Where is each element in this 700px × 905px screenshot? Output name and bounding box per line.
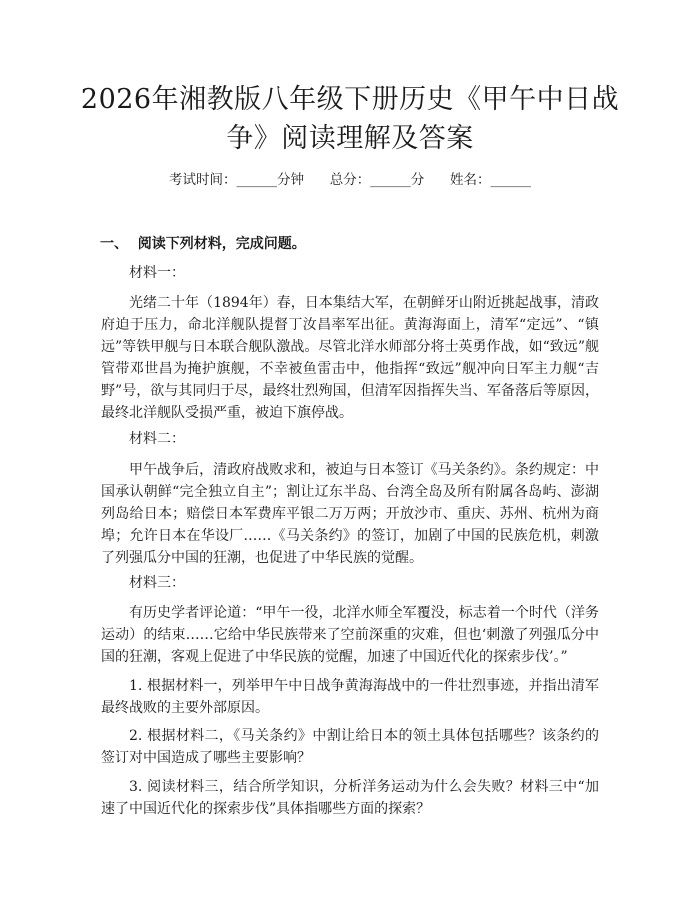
material1-label: 材料一： xyxy=(129,265,185,281)
document-title-line1: 2026年湘教版八年级下册历史《甲午中日战 xyxy=(80,84,620,115)
question-1: 1. 根据材料一，列举甲午中日战争黄海海战中的一件壮烈事迹，并指出清军最终战败的主要外部原因。 xyxy=(101,678,599,716)
section-heading: 一、 阅读下列材料，完成问题。 xyxy=(100,236,306,252)
material2-label: 材料二： xyxy=(129,431,185,447)
question-2: 2. 根据材料二，《马关条约》中割让给日本的领土具体包括哪些？该条约的签订对中国造成了哪些主要影响？ xyxy=(101,728,599,766)
question-3: 3. 阅读材料三，结合所学知识，分析洋务运动为什么会失败？材料三中“加速了中国近代化的探索步伐”具体指哪些方面的探索？ xyxy=(101,779,599,817)
exam-info-line: 考试时间：______分钟 总分：______分 姓名：______ xyxy=(169,172,531,188)
material2-paragraph: 甲午战争后，清政府战败求和，被迫与日本签订《马关条约》。条约规定：中国承认朝鲜“完全独立自主”；割让辽东半岛、台湾全岛及所有附属各岛屿、澎湖列岛给日本；赔偿日本军费库平银二万万两；开放沙市、重庆、苏州、杭州为商埠；允许日本在华设厂……《马关条约》的签订，加剧了中国的民族危机，刺激了列强瓜分中国的狂潮，也促进了中华民族的觉醒。 xyxy=(101,462,599,566)
document-title-line2: 争》阅读理解及答案 xyxy=(226,123,474,154)
material3-paragraph: 有历史学者评论道：“甲午一役，北洋水师全军覆没，标志着一个时代（洋务运动）的结束……它给中华民族带来了空前深重的灾难，但也‘刺激了列强瓜分中国的狂潮，客观上促进了中华民族的觉醒，加速了中国近代化的探索步伐’。” xyxy=(101,605,599,665)
material3-label: 材料三： xyxy=(129,575,185,591)
material1-paragraph: 光绪二十年（1894年）春，日本集结大军，在朝鲜牙山附近挑起战事，清政府迫于压力，命北洋舰队提督丁汝昌率军出征。黄海海面上，清军“定远”、“镇远”等铁甲舰与日本联合舰队激战。尽管北洋水师部分将士英勇作战，如“致远”舰管带邓世昌为掩护旗舰，不幸被鱼雷击中，他指挥“致远”舰冲向日军主力舰“吉野”号，欲与其同归于尽，最终壮烈殉国，但清军因指挥失当、军备落后等原因，最终北洋舰队受损严重，被迫下旗停战。 xyxy=(101,295,599,421)
